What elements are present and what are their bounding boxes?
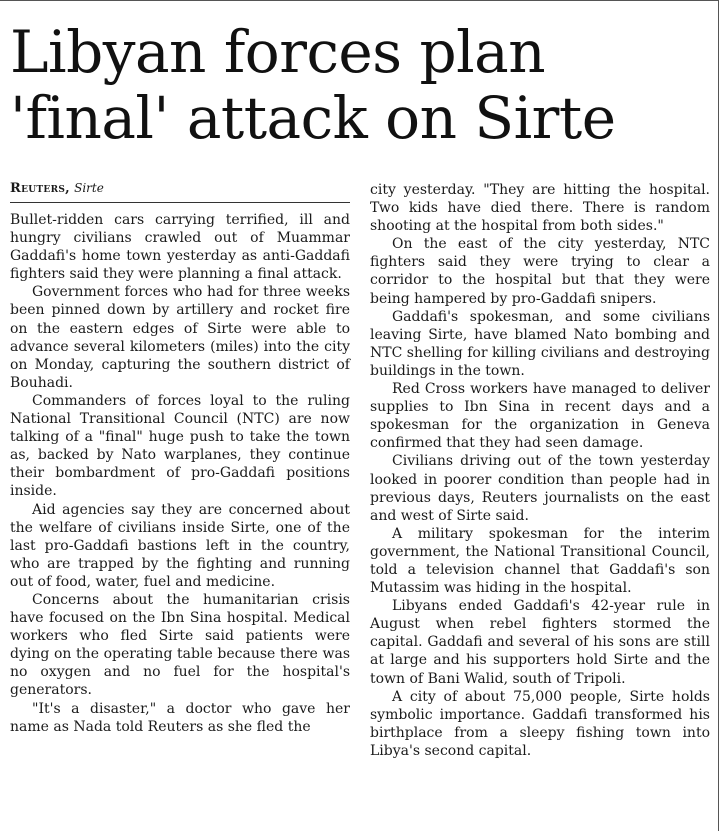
byline-agency: Reuters, [10, 181, 70, 196]
byline-location: Sirte [74, 181, 104, 195]
article-column-left [10, 179, 350, 736]
paragraph: Bullet-ridden cars carrying terrified, ill and hungry civilians crawled out of Muammar Gaddafi's home town yesterday as anti-Gaddafi fighters said they were planning a final attack. [10, 212, 350, 283]
paragraph: Civilians driving out of the town yesterday looked in poorer condition than people had in previous days, Reuters journalists on the east and west of Sirte said. [370, 453, 710, 524]
paragraph: Red Cross workers have managed to deliver supplies to Ibn Sina in recent days and a spokesman for the organization in Geneva confirmed that they had seen damage. [370, 381, 710, 452]
headline-line-2: 'final' attack on Sirte [10, 84, 616, 152]
paragraph: A military spokesman for the interim government, the National Transitional Council, told a television channel that Gaddafi's son Mutassim was hiding in the hospital. [370, 525, 710, 597]
article-column-right [370, 181, 710, 760]
headline-line-1: Libyan forces plan [10, 18, 546, 86]
paragraph: Commanders of forces loyal to the ruling National Transitional Council (NTC) are now talking of a "final" huge push to take the town as, backed by Nato warplanes, they continue their bombardment of pro-Gaddafi positions inside. [10, 392, 350, 500]
paragraph: Aid agencies say they are concerned about the welfare of civilians inside Sirte, one of the last pro-Gaddafi bastions left in the country, who are trapped by the fighting and running out of food, water, fuel and medicine. [10, 501, 350, 590]
paragraph: Gaddafi's spokesman, and some civilians leaving Sirte, have blamed Nato bombing and NTC shelling for killing civilians and destroying buildings in the town. [370, 308, 710, 379]
paragraph: Libyans ended Gaddafi's 42-year rule in August when rebel fighters stormed the capital. Gaddafi and several of his sons are still at large and his supporters hold Sirte and the town of Bani Walid, south of Tripoli. [370, 598, 710, 687]
paragraph: "It's a disaster," a doctor who gave her name as Nada told Reuters as she fled the [10, 700, 350, 735]
headline [10, 19, 710, 151]
paragraph: On the east of the city yesterday, NTC fighters said they were trying to clear a corridor to the hospital but that they were being hampered by pro-Gaddafi snipers. [370, 236, 710, 307]
paragraph-continuation: city yesterday. "They are hitting the hospital. Two kids have died there. There is random shooting at the hospital from both sides." [370, 182, 710, 235]
paragraph: Concerns about the humanitarian crisis have focused on the Ibn Sina hospital. Medical workers who fled Sirte said patients were dying on the operating table because there was no oxygen and no fuel for the hospital's generators. [10, 591, 350, 699]
byline [10, 179, 350, 203]
paragraph: A city of about 75,000 people, Sirte holds symbolic importance. Gaddafi transformed his birthplace from a sleepy fishing town into Libya's second capital. [370, 688, 710, 759]
paragraph: Government forces who had for three weeks been pinned down by artillery and rocket fire on the eastern edges of Sirte were able to advance several kilometers (miles) into the city on Monday, capturing the southern district of Bouhadi. [10, 284, 350, 391]
